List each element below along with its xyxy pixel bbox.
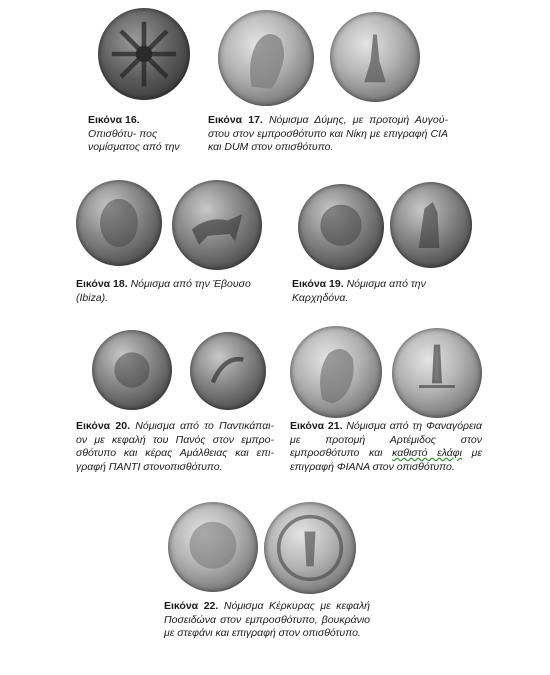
caption-fig16 <box>88 114 198 155</box>
caption-text: Νόμισμα Κέρκυρας με κεφαλή Ποσειδώνα στον εμπροσθότυπο, βουκράνιο με στεφάνι και επιγραφή στον οπισθότυπο. <box>164 600 371 639</box>
caption-text-underlined: καθιστό ελάφι <box>392 447 462 459</box>
coin-fig18-obverse <box>76 180 162 266</box>
coin-fig19-reverse <box>390 182 472 268</box>
coin-fig18-reverse <box>172 180 262 270</box>
caption-fig18 <box>76 278 266 305</box>
coin-fig17-obverse <box>218 10 314 106</box>
coin-fig17-reverse <box>330 12 420 102</box>
caption-text: Οπισθότυ- πος νομίσματος από την <box>88 127 180 153</box>
coin-fig22-obverse <box>168 502 258 592</box>
caption-label: Εικόνα 22. <box>164 600 219 612</box>
coin-fig20-reverse <box>190 332 266 410</box>
caption-label: Εικόνα 20. <box>76 420 130 432</box>
coin-fig16-reverse <box>98 8 190 100</box>
coin-fig21-reverse <box>392 328 482 418</box>
caption-label: Εικόνα 16. <box>88 114 140 126</box>
caption-label: Εικόνα 18. <box>76 278 128 290</box>
coin-fig21-obverse <box>290 326 382 418</box>
caption-label: Εικόνα 21. <box>290 420 343 432</box>
coin-fig22-reverse <box>264 502 356 594</box>
caption-fig20 <box>76 420 274 474</box>
caption-fig17 <box>208 114 448 155</box>
caption-text: Νόμισμα από την Καρχηδόνα. <box>292 278 426 304</box>
coin-fig19-obverse <box>298 184 384 270</box>
caption-label: Εικόνα 19. <box>292 278 344 290</box>
caption-fig19 <box>292 278 467 305</box>
caption-label: Εικόνα 17. <box>208 114 263 126</box>
caption-text-before: Νόμισμα από τη Φαναγόρεια με προτομή Αρτέμιδος στον εμπροσθότυπο και <box>290 420 482 459</box>
caption-text-after: με επιγραφή ΦΙΑΝΑ στον οπισθότυπο. <box>290 447 482 473</box>
caption-text: Νόμισμα Δύμης, με προτομή Αυγού- στου στον εμπροσθότυπο και Νίκη με επιγραφή CIA και DUM στον οπισθότυπο. <box>208 114 449 153</box>
caption-fig22 <box>164 600 370 641</box>
coin-fig20-obverse <box>92 330 172 410</box>
caption-text: Νόμισμα από την Έβουσο (Ibiza). <box>76 278 251 304</box>
caption-fig21 <box>290 420 482 474</box>
caption-text: Νόμισμα από το Παντικάπαι- ον με κεφαλή του Πανός στον εμπρο- σθότυπο και κέρας Αμάλθειας και επι- γραφή ΠΑΝΤΙ στονοπισθότυπο. <box>76 420 275 473</box>
